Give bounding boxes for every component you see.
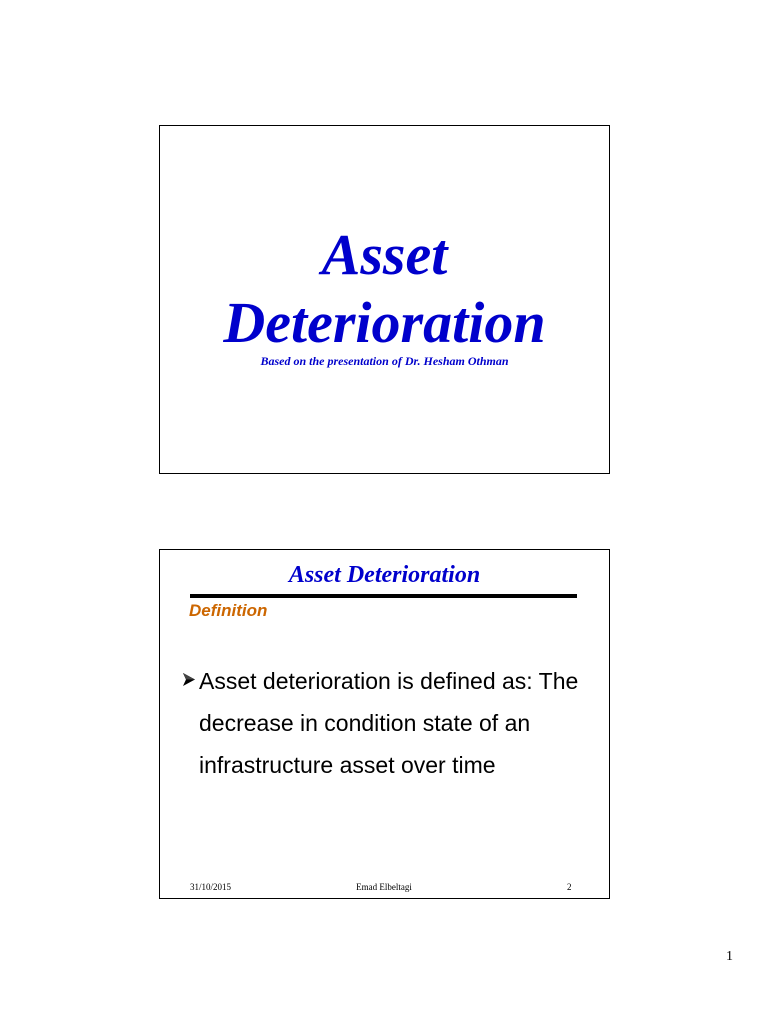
slide-title-line-2: Deterioration <box>223 290 546 355</box>
bullet-line-3: infrastructure asset over time <box>199 752 496 778</box>
footer-author: Emad Elbeltagi <box>356 882 412 892</box>
bullet-line-2: decrease in condition state of an <box>199 710 531 736</box>
bullet-text <box>199 660 599 786</box>
section-heading: Definition <box>189 601 268 620</box>
footer-slide-number: 2 <box>567 882 572 892</box>
page-number: 1 <box>726 949 733 964</box>
title-divider <box>190 594 577 598</box>
slide-title-line-1: Asset <box>321 222 448 287</box>
slide-title-card <box>159 125 610 474</box>
slide-subtitle: Based on the presentation of Dr. Hesham Othman <box>260 354 509 368</box>
arrow-bullet-icon <box>183 673 195 686</box>
slide-definition <box>159 549 610 899</box>
bullet-line-1: Asset deterioration is defined as: The <box>199 668 579 694</box>
footer-date: 31/10/2015 <box>190 882 232 892</box>
slide-heading: Asset Deterioration <box>288 562 481 588</box>
